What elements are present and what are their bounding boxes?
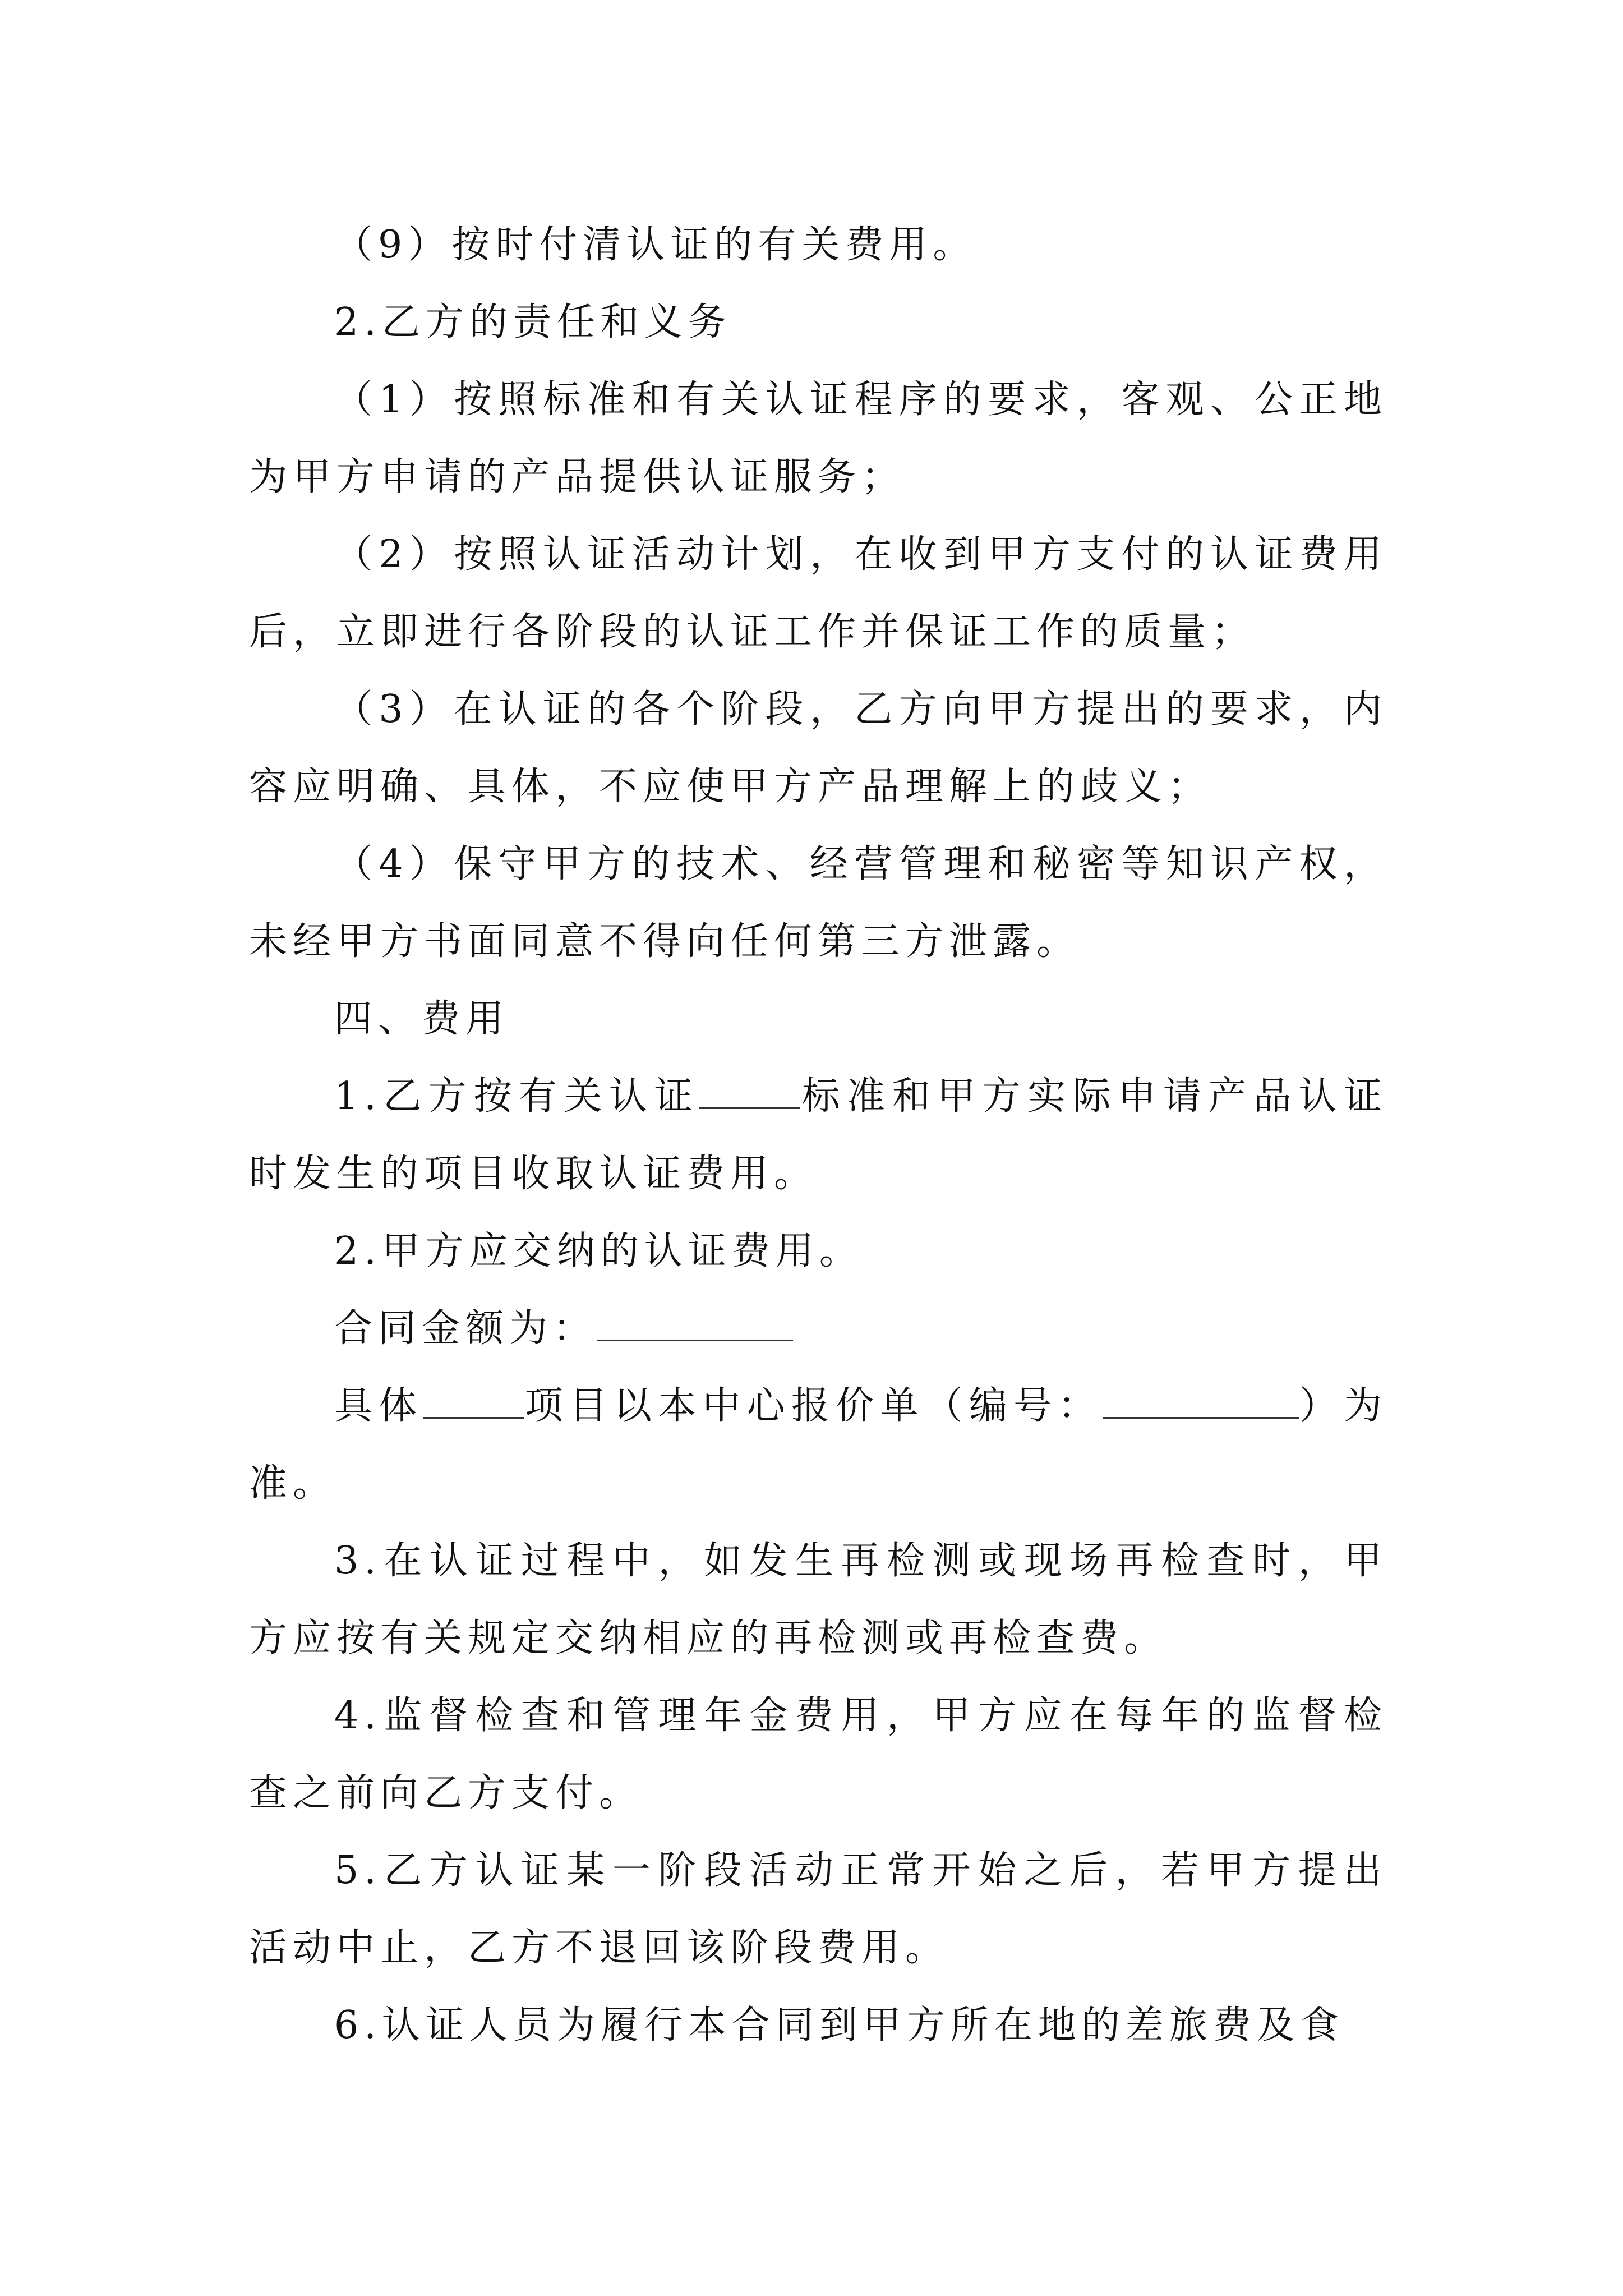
paragraph-fee-1-rest: 标准和甲方实际申请产品认证时发生的项目收取认证费用。 [249,1074,1387,1196]
quotation-end: ）为准。 [249,1384,1387,1506]
paragraph-fee-4: 4.监督检查和管理年金费用，甲方应在每年的监督检查之前向乙方支付。 [249,1694,1387,1815]
paragraph-b-item-4: （4）保守甲方的技术、经营管理和秘密等知识产权，未经甲方书面同意不得向任何第三方泄露。 [249,842,1387,964]
section-heading-fees: 四、费用 [334,997,510,1041]
quotation-middle: 项目以本中心报价单（编号： [524,1384,1103,1428]
section-heading-party-b-duties: 2.乙方的责任和义务 [334,300,732,344]
paragraph-fee-1 [249,1058,1387,1213]
paragraph-item-9: （9）按时付清认证的有关费用。 [334,223,977,267]
paragraph-b-item-1: （1）按照标准和有关认证程序的要求，客观、公正地为甲方申请的产品提供认证服务； [249,378,1387,499]
quotation-lead: 具体 [334,1384,423,1428]
blank-line [597,1307,793,1341]
document-body [249,206,1387,2064]
paragraph-b-item-3: （3）在认证的各个阶段，乙方向甲方提出的要求，内容应明确、具体，不应使甲方产品理解上的歧义； [249,687,1387,809]
contract-amount-label: 合同金额为： [334,1306,597,1351]
blank-line [699,1075,800,1109]
paragraph-fee-3: 3.在认证过程中，如发生再检测或现场再检查时，甲方应按有关规定交纳相应的再检测或再检查费。 [249,1539,1387,1660]
blank-line [423,1384,524,1419]
paragraph-fee-5: 5.乙方认证某一阶段活动正常开始之后，若甲方提出活动中止，乙方不退回该阶段费用。 [249,1848,1387,1970]
blank-line [1103,1384,1299,1419]
quotation-line [249,1368,1387,1522]
paragraph-fee-1-lead: 1.乙方按有关认证 [334,1074,700,1119]
contract-amount-line [249,1290,1387,1368]
paragraph-b-item-2: （2）按照认证活动计划，在收到甲方支付的认证费用后，立即进行各阶段的认证工作并保证工作的质量； [249,532,1387,654]
paragraph-fee-2: 2.甲方应交纳的认证费用。 [334,1229,863,1273]
paragraph-fee-6: 6.认证人员为履行本合同到甲方所在地的差旅费及食 [334,2003,1344,2047]
